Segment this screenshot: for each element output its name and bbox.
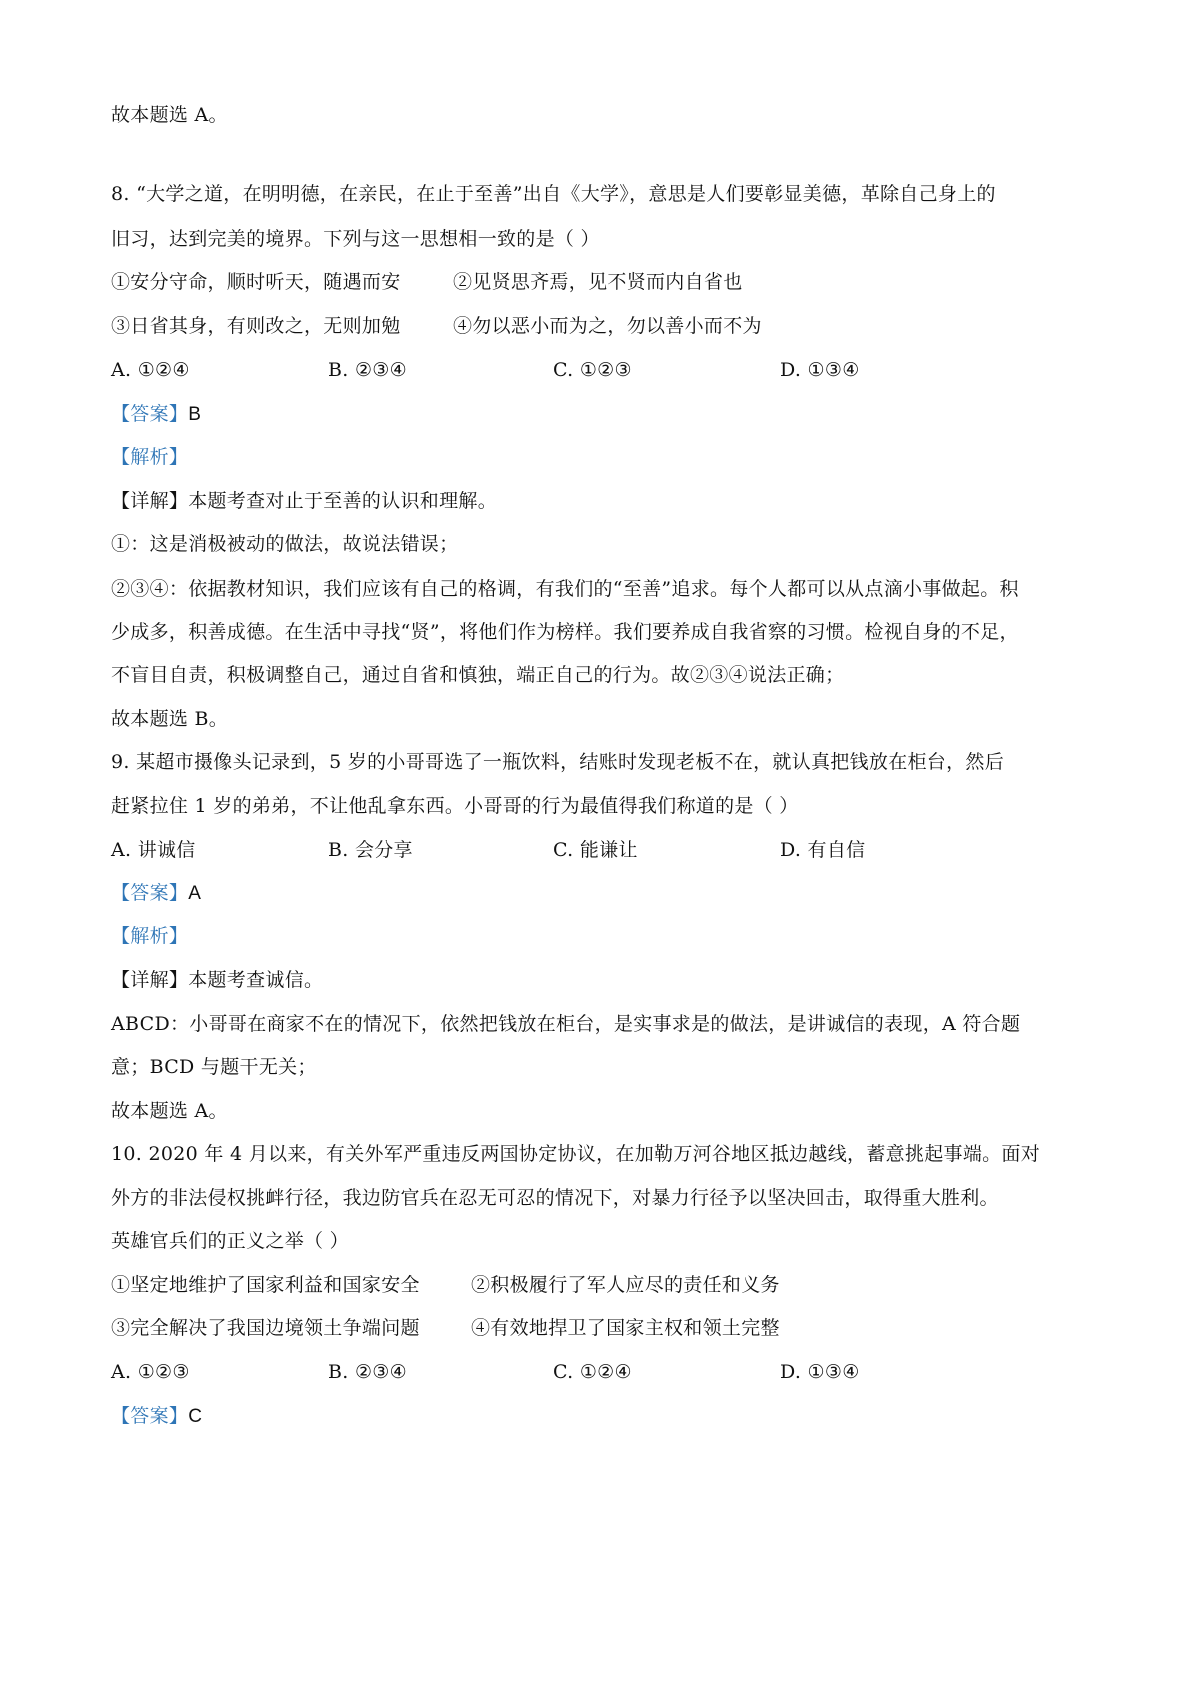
- q8-statement-3: ③日省其身，有则改之，无则加勉: [111, 315, 401, 337]
- q9-option-a: A. 讲诚信: [111, 839, 196, 861]
- q9-conclusion: 故本题选 A。: [111, 1100, 228, 1122]
- q8-option-a: A. ①②④: [111, 359, 190, 381]
- q10-stem-line2: 外方的非法侵权挑衅行径，我边防官兵在忍无可忍的情况下，对暴力行径予以坚决回击，取得重大胜利。: [111, 1187, 999, 1209]
- q8-explain-2c: 不盲目自责，积极调整自己，通过自省和慎独，端正自己的行为。故②③④说法正确；: [111, 664, 845, 686]
- q9-answer-label: 【答案】: [111, 882, 189, 904]
- q9-stem-line2: 赶紧拉住 1 岁的弟弟，不让他乱拿东西。小哥哥的行为最值得我们称道的是（ ）: [111, 795, 799, 817]
- q8-option-d: D. ①③④: [780, 359, 860, 381]
- q10-statement-2: ②积极履行了军人应尽的责任和义务: [471, 1274, 780, 1296]
- q8-option-b: B. ②③④: [328, 359, 407, 381]
- q9-analysis-label: 【解析】: [111, 925, 189, 947]
- q10-statement-1: ①坚定地维护了国家利益和国家安全: [111, 1274, 420, 1296]
- q10-option-a: A. ①②③: [111, 1361, 190, 1383]
- q10-stem-line1: 10. 2020 年 4 月以来，有关外军严重违反两国协定协议，在加勒万河谷地区抵边越线，蓄意挑起事端。面对: [111, 1143, 1041, 1165]
- q8-analysis-label: 【解析】: [111, 446, 189, 468]
- q10-option-b: B. ②③④: [328, 1361, 407, 1383]
- q7-conclusion: 故本题选 A。: [111, 104, 228, 126]
- q9-analysis: [111, 922, 188, 950]
- q10-option-c: C. ①②④: [553, 1361, 632, 1383]
- q9-option-d: D. 有自信: [780, 839, 866, 861]
- q8-statement-2: ②见贤思齐焉，见不贤而内自省也: [453, 271, 743, 293]
- q8-explain-1: ①：这是消极被动的做法，故说法错误；: [111, 533, 459, 555]
- q10-statement-3: ③完全解决了我国边境领土争端问题: [111, 1317, 420, 1339]
- q8-option-c: C. ①②③: [553, 359, 632, 381]
- q10-answer: [111, 1402, 202, 1431]
- q8-stem-line1: 8. “大学之道，在明明德，在亲民，在止于至善”出自《大学》，意思是人们要彰显美德，革除自己身上的: [111, 183, 996, 205]
- q9-explain-1b: 意；BCD 与题干无关；: [111, 1056, 317, 1078]
- q8-statement-4: ④勿以恶小而为之，勿以善小而不为: [453, 315, 762, 337]
- q8-analysis: [111, 443, 188, 471]
- q8-conclusion: 故本题选 B。: [111, 708, 229, 730]
- q10-option-d: D. ①③④: [780, 1361, 860, 1383]
- q8-detail: 【详解】本题考查对止于至善的认识和理解。: [111, 490, 498, 512]
- q9-explain-1a: ABCD：小哥哥在商家不在的情况下，依然把钱放在柜台，是实事求是的做法，是讲诚信的表现，A 符合题: [111, 1013, 1021, 1035]
- q9-option-b: B. 会分享: [328, 839, 413, 861]
- q8-statement-1: ①安分守命，顺时听天，随遇而安: [111, 271, 401, 293]
- q10-stem-line3: 英雄官兵们的正义之举（ ）: [111, 1230, 349, 1252]
- q8-stem-line2: 旧习，达到完美的境界。下列与这一思想相一致的是（ ）: [111, 228, 600, 250]
- q8-explain-2a: ②③④：依据教材知识，我们应该有自己的格调，有我们的“至善”追求。每个人都可以从点滴小事做起。积: [111, 578, 1019, 600]
- q10-answer-value: C: [188, 1406, 203, 1427]
- q8-answer-label: 【答案】: [111, 403, 189, 425]
- q9-stem-line1: 9. 某超市摄像头记录到，5 岁的小哥哥选了一瓶饮料，结账时发现老板不在，就认真把钱放在柜台，然后: [111, 751, 1004, 773]
- q10-answer-label: 【答案】: [111, 1405, 189, 1427]
- q10-statement-4: ④有效地捍卫了国家主权和领土完整: [471, 1317, 780, 1339]
- q9-answer-value: A: [188, 883, 202, 904]
- q9-option-c: C. 能谦让: [553, 839, 638, 861]
- q8-answer: [111, 400, 201, 429]
- q9-answer: [111, 879, 201, 908]
- q8-answer-value: B: [188, 404, 202, 425]
- q8-explain-2b: 少成多，积善成德。在生活中寻找“贤”，将他们作为榜样。我们要养成自我省察的习惯。检视自身的不足，: [111, 621, 1019, 643]
- q9-detail: 【详解】本题考查诚信。: [111, 969, 324, 991]
